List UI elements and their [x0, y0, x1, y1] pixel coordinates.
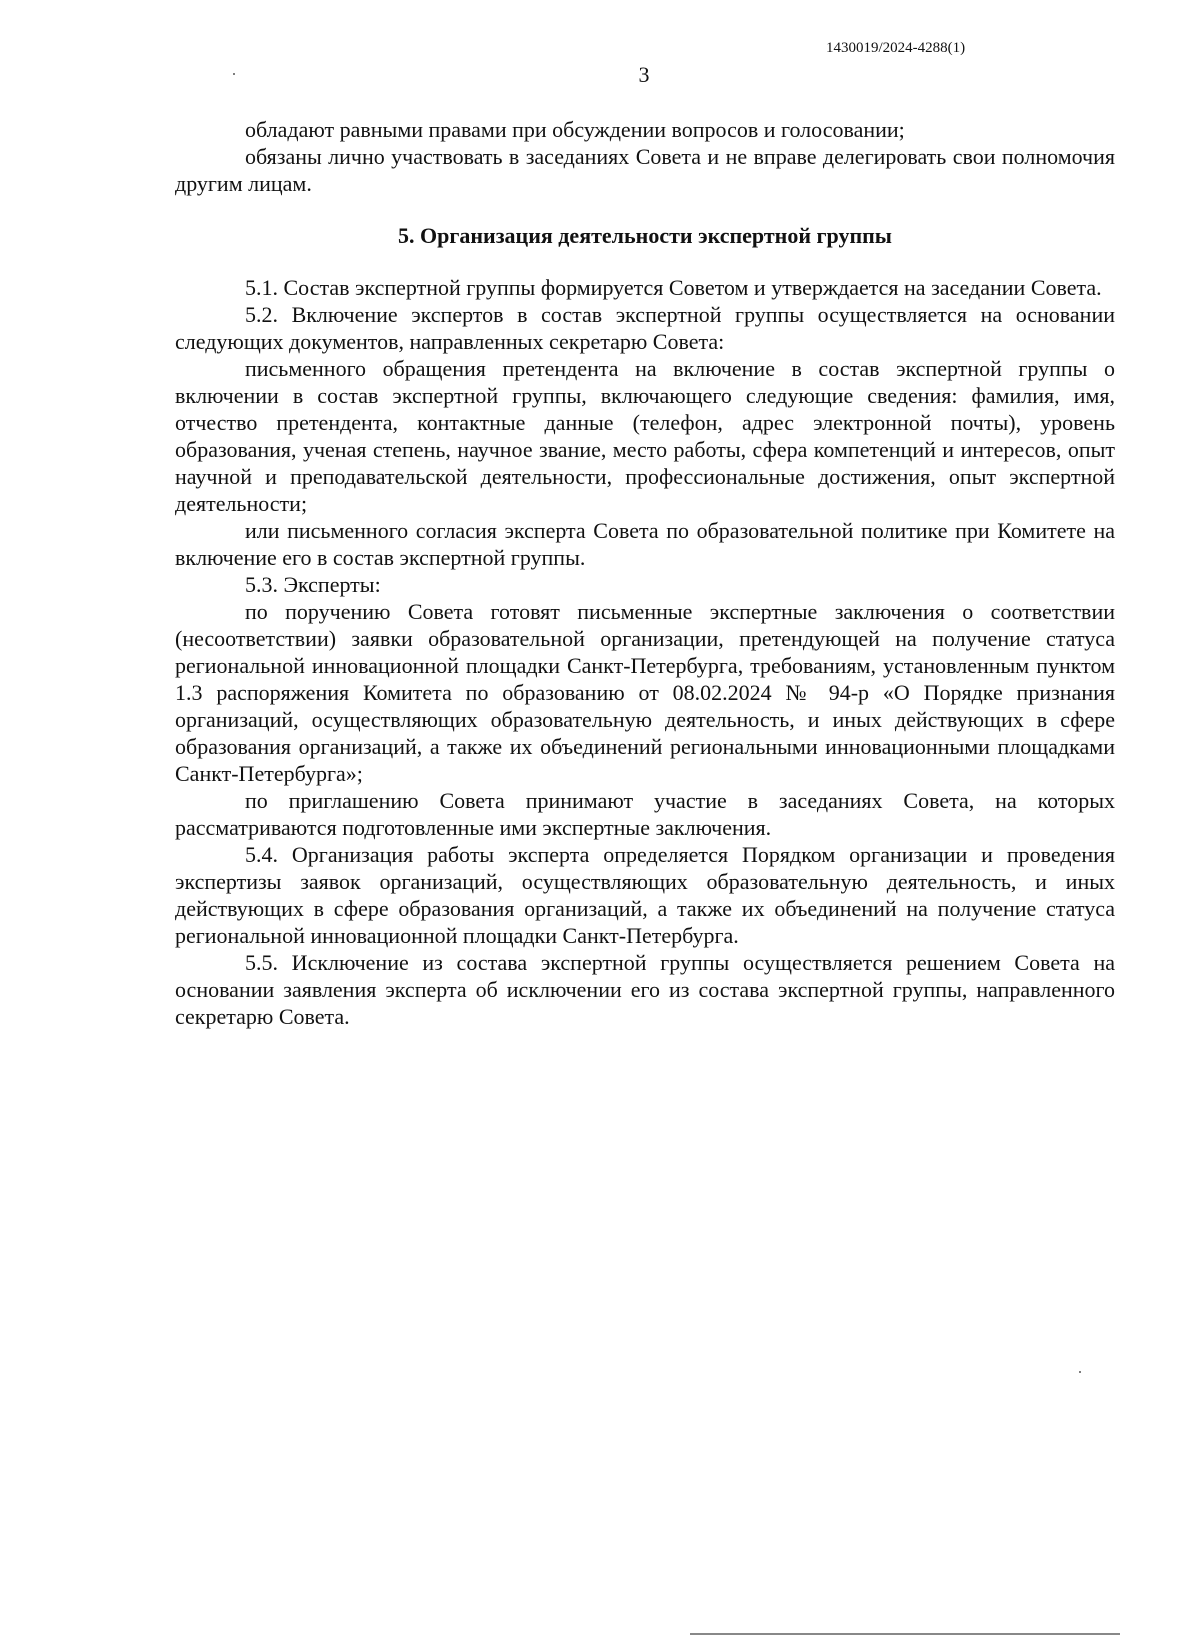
section-paragraph: 5.4. Организация работы эксперта определяется Порядком организации и проведения экспертизы заявок организаций, осуществляющих образовательную деятельность, и иных действующих в сфере образования организаций, а также их объединений на получение статуса региональной инновационной площадки Санкт-Петербурга.	[175, 842, 1115, 948]
intro-paragraph: обязаны лично участвовать в заседаниях Совета и не вправе делегировать свои полномочия другим лицам.	[175, 144, 1115, 196]
section-title: 5. Организация деятельности экспертной группы	[398, 223, 892, 248]
page-number: 3	[638, 62, 650, 87]
document-registration-number: 1430019/2024-4288(1)	[826, 40, 966, 56]
intro-paragraph: обладают равными правами при обсуждении вопросов и голосовании;	[245, 117, 905, 142]
document-body	[175, 116, 1115, 1030]
section-paragraph: письменного обращения претендента на включение в состав экспертной группы о включении в состав экспертной группы, включающего следующие сведения: фамилия, имя, отчество претендента, контактные данные (телефон, адрес электронной почты), уровень образования, ученая степень, научное звание, место работы, сфера компетенций и интересов, опыт научной и преподавательской деятельности, профессиональные достижения, опыт экспертной деятельности;	[175, 356, 1115, 516]
scan-speck	[233, 73, 235, 75]
section-paragraph: 5.1. Состав экспертной группы формируется Советом и утверждается на заседании Совета.	[245, 275, 1102, 300]
section-paragraph: 5.2. Включение экспертов в состав экспертной группы осуществляется на основании следующих документов, направленных секретарю Совета:	[175, 302, 1115, 354]
section-paragraph: 5.3. Эксперты:	[245, 572, 381, 597]
scan-speck	[1079, 1371, 1081, 1373]
scan-edge-line	[690, 1633, 1120, 1635]
section-paragraph: или письменного согласия эксперта Совета по образовательной политике при Комитете на включение его в состав экспертной группы.	[175, 518, 1115, 570]
section-paragraph: по поручению Совета готовят письменные экспертные заключения о соответствии (несоответствии) заявки образовательной организации, претендующей на получение статуса региональной инновационной площадки Санкт-Петербурга, требованиям, установленным пунктом 1.3 распоряжения Комитета по образованию от 08.02.2024 № 94-р «О Порядке признания организаций, осуществляющих образовательную деятельность, и иных действующих в сфере образования организаций, а также их объединений региональными инновационными площадками Санкт-Петербурга»;	[175, 599, 1115, 786]
section-paragraph: по приглашению Совета принимают участие в заседаниях Совета, на которых рассматриваются подготовленные ими экспертные заключения.	[175, 788, 1115, 840]
section-paragraph: 5.5. Исключение из состава экспертной группы осуществляется решением Совета на основании заявления эксперта об исключении его из состава экспертной группы, направленного секретарю Совета.	[175, 950, 1115, 1029]
